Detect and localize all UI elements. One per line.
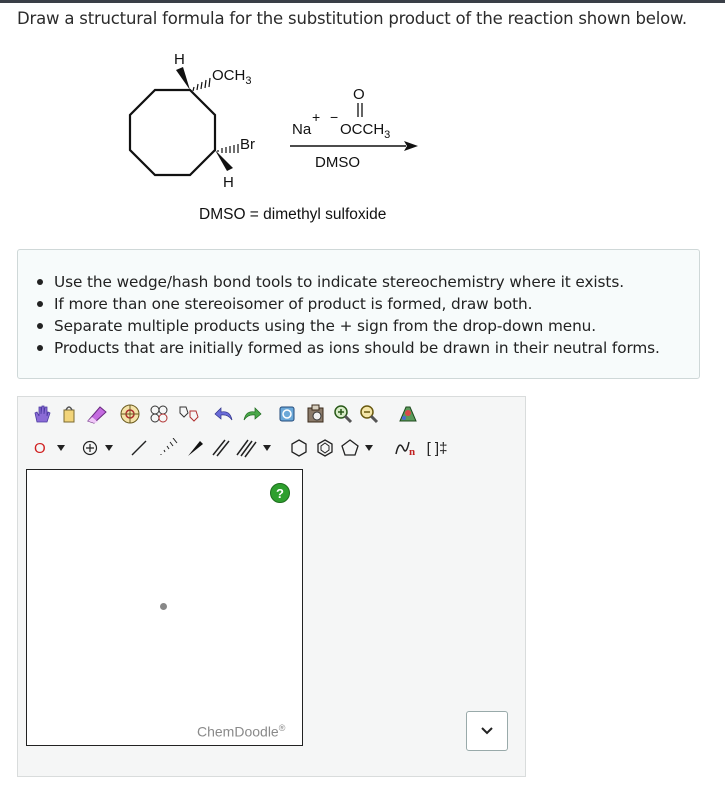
sn-icon bbox=[393, 438, 419, 458]
copy-button[interactable] bbox=[276, 403, 300, 425]
zoom-out-button[interactable] bbox=[358, 403, 380, 425]
charge-plus-selector[interactable] bbox=[78, 437, 118, 459]
sodium-label: Na bbox=[292, 121, 312, 138]
help-button[interactable]: ? bbox=[270, 483, 290, 503]
reaction-arrow-head bbox=[404, 141, 418, 151]
chevron-down-icon bbox=[104, 444, 114, 452]
hash-bond-br bbox=[218, 144, 238, 153]
cyclooctane-ring bbox=[130, 90, 215, 175]
element-label: O bbox=[34, 439, 46, 457]
acetate-label: $OCCH_3$ bbox=[340, 121, 391, 141]
cyclopentane-icon bbox=[340, 438, 360, 458]
plus-charge: + bbox=[312, 109, 321, 125]
instruction-item: Separate multiple products using the + sign from the drop-down menu. bbox=[54, 315, 660, 337]
clean-button[interactable] bbox=[396, 403, 420, 425]
svg-text:n: n bbox=[409, 446, 416, 458]
hand-icon bbox=[31, 404, 51, 424]
cyclohexane-button[interactable] bbox=[288, 437, 310, 459]
single-bond-icon bbox=[129, 438, 149, 458]
zoom-in-button[interactable] bbox=[332, 403, 354, 425]
atom-template-icon bbox=[148, 403, 174, 425]
chevron-down-icon bbox=[364, 444, 374, 452]
sn-button[interactable] bbox=[392, 437, 420, 459]
bottom-h-label: H bbox=[223, 174, 234, 191]
zoom-out-icon bbox=[358, 403, 380, 425]
lasso-icon bbox=[59, 404, 79, 424]
bracket-button[interactable] bbox=[422, 437, 452, 459]
reaction-scheme bbox=[0, 0, 725, 240]
undo-icon bbox=[214, 404, 236, 424]
undo-button[interactable] bbox=[214, 403, 236, 425]
eraser-icon bbox=[86, 404, 108, 424]
copy-icon bbox=[277, 403, 299, 425]
double-bond-button[interactable] bbox=[210, 437, 232, 459]
product-select-dropdown[interactable] bbox=[466, 711, 508, 751]
chemdoodle-editor bbox=[17, 396, 526, 777]
cyclopentane-selector[interactable] bbox=[340, 437, 380, 459]
benzene-icon bbox=[315, 438, 335, 458]
instruction-item: Products that are initially formed as ions should be drawn in their neutral forms. bbox=[54, 339, 660, 357]
hand-tool-button[interactable] bbox=[30, 403, 52, 425]
chevron-down-icon bbox=[56, 444, 66, 452]
question-text: Draw a structural formula for the substitution product of the reaction shown below. bbox=[17, 9, 687, 28]
chevron-down-icon bbox=[481, 727, 493, 735]
wedge-bond-top-h bbox=[176, 67, 190, 90]
ring-template-icon bbox=[176, 403, 202, 425]
hash-bond-button[interactable] bbox=[156, 437, 180, 459]
canvas-origin-dot bbox=[160, 603, 167, 610]
instructions-list bbox=[54, 271, 660, 359]
hash-bond-och3 bbox=[193, 78, 210, 91]
triple-bond-icon bbox=[236, 438, 258, 458]
cyclohexane-icon bbox=[289, 438, 309, 458]
single-bond-button[interactable] bbox=[128, 437, 150, 459]
redo-icon bbox=[240, 404, 262, 424]
element-O-selector[interactable] bbox=[30, 437, 70, 459]
lasso-tool-button[interactable] bbox=[58, 403, 80, 425]
benzene-button[interactable] bbox=[314, 437, 336, 459]
minus-charge: − bbox=[330, 109, 339, 125]
wedge-bond-icon bbox=[185, 438, 205, 458]
solvent-label: DMSO bbox=[315, 154, 360, 171]
instruction-item: Use the wedge/hash bond tools to indicate stereochemistry where it exists. bbox=[54, 271, 660, 293]
chevron-down-icon bbox=[262, 444, 272, 452]
wedge-bond-bottom-h bbox=[215, 150, 233, 171]
redo-button[interactable] bbox=[240, 403, 262, 425]
paste-icon bbox=[305, 403, 327, 425]
br-label: Br bbox=[240, 136, 255, 153]
ring-template-icon bbox=[119, 403, 141, 425]
double-bond-icon bbox=[211, 438, 231, 458]
template-8-button[interactable] bbox=[176, 403, 202, 425]
zoom-in-icon bbox=[332, 403, 354, 425]
paste-button[interactable] bbox=[304, 403, 328, 425]
och3-label: $OCH_3$ bbox=[212, 67, 252, 87]
charge-plus-icon bbox=[82, 440, 98, 456]
wedge-bond-button[interactable] bbox=[184, 437, 206, 459]
eraser-tool-button[interactable] bbox=[86, 403, 108, 425]
drawing-canvas[interactable] bbox=[26, 469, 303, 746]
clean-icon bbox=[396, 403, 420, 425]
top-h-label: H bbox=[174, 51, 185, 68]
carbonyl-o-label: O bbox=[353, 86, 365, 103]
triple-bond-selector[interactable] bbox=[236, 437, 276, 459]
chemdoodle-brand: ChemDoodle® bbox=[197, 723, 286, 740]
hash-bond-icon bbox=[157, 438, 179, 458]
dmso-definition: DMSO = dimethyl sulfoxide bbox=[199, 206, 387, 223]
instructions-box bbox=[17, 249, 700, 379]
instruction-item: If more than one stereoisomer of product is formed, draw both. bbox=[54, 293, 660, 315]
atom-template-button[interactable] bbox=[148, 403, 174, 425]
bracket-icon: [ ]‡ bbox=[426, 439, 448, 457]
ring-template-button[interactable] bbox=[118, 403, 142, 425]
